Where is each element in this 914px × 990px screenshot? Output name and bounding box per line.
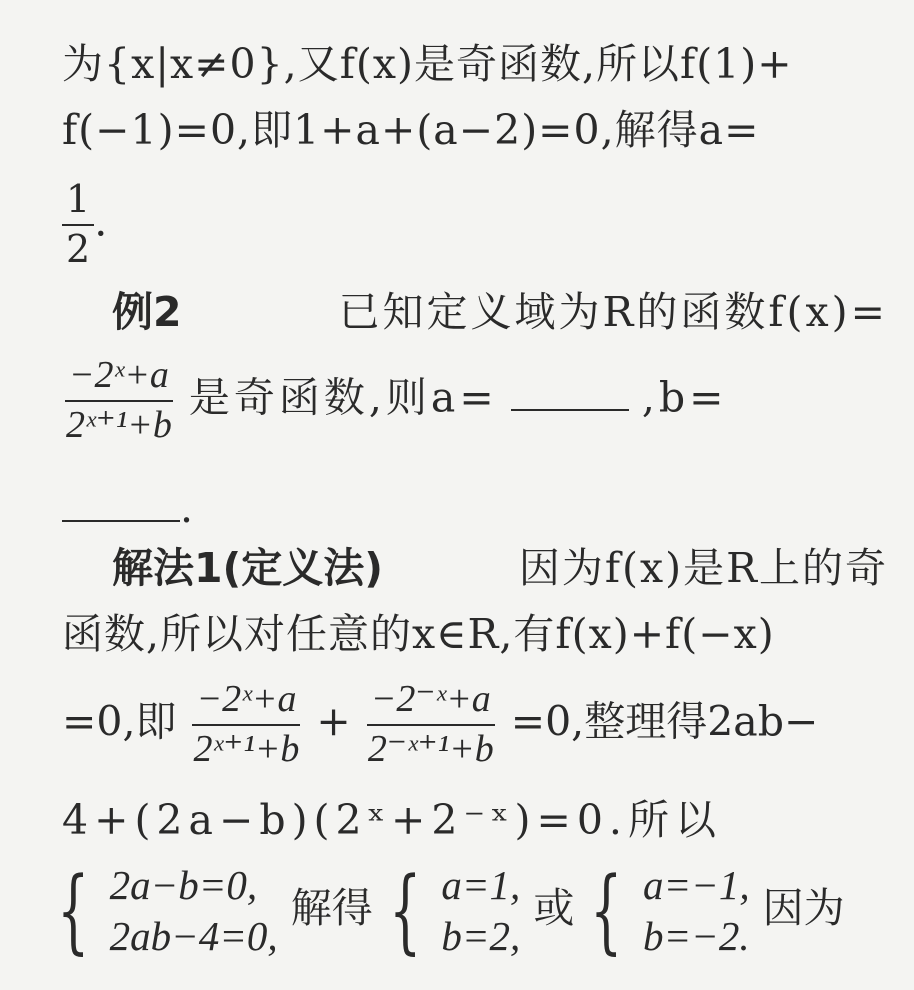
line-2-text: f(−1)=0,即1+a+(a−2)=0,解得a= — [62, 106, 760, 154]
text-line-3 — [62, 177, 888, 271]
example-2-heading — [112, 288, 888, 336]
example-statement: 已知定义域为R的函数f(x)= — [338, 288, 888, 336]
system-3-eq-b: b=−2. — [642, 913, 750, 960]
line-6-period: . — [180, 484, 194, 532]
line-1-text: 为{x|x≠0},又f(x)是奇函数,所以f(1)+ — [62, 40, 793, 88]
system-1 — [110, 860, 278, 963]
line-3-period: . — [94, 197, 108, 246]
equation-systems — [54, 857, 888, 965]
text-line-1 — [62, 40, 888, 88]
system-1-eq-b: 2ab−4=0, — [109, 913, 278, 960]
system-3 — [643, 860, 750, 963]
half-numerator: 1 — [62, 180, 94, 226]
example-ask-a: 是奇函数,则a= — [188, 373, 498, 422]
example-fraction-numerator: −2ˣ+a — [65, 356, 173, 402]
fraction-2 — [364, 680, 498, 770]
half-denominator: 2 — [66, 226, 91, 271]
left-brace-2: { — [388, 857, 422, 965]
text-line-9 — [62, 680, 888, 770]
system-2 — [441, 860, 520, 963]
text-line-8 — [62, 610, 888, 658]
answer-blank-a[interactable] — [511, 407, 629, 411]
example-ask-b: ,b= — [641, 373, 728, 422]
example-fraction — [62, 356, 176, 446]
system-2-eq-a: a=1, — [441, 862, 521, 908]
plus-sign: + — [316, 697, 351, 746]
text-line-2 — [62, 106, 888, 154]
line-9-end: =0,整理得2ab− — [510, 697, 819, 746]
fraction-2-numerator: −2⁻ˣ+a — [367, 680, 495, 726]
system-2-eq-b: b=2, — [441, 913, 521, 960]
solution-heading — [112, 544, 888, 592]
solve-word: 解得 — [290, 883, 373, 932]
or-word: 或 — [533, 883, 575, 932]
text-line-6 — [62, 484, 888, 532]
text-line-10 — [62, 796, 888, 844]
left-brace-1: { — [57, 857, 90, 965]
fraction-1 — [190, 680, 304, 770]
system-1-eq-a: 2a−b=0, — [109, 862, 258, 908]
half-fraction — [62, 177, 94, 271]
system-3-eq-a: a=−1, — [642, 862, 750, 908]
fraction-1-denominator: 2ˣ⁺¹+b — [193, 727, 300, 770]
left-brace-3: { — [590, 857, 623, 965]
line-9-start: =0,即 — [62, 697, 177, 746]
example-label: 例2 — [112, 288, 182, 336]
fraction-1-numerator: −2ˣ+a — [192, 680, 300, 726]
line-10-text: 4+(2a−b)(2ˣ+2⁻ˣ)=0.所以 — [62, 796, 722, 844]
line-8-text: 函数,所以对任意的x∈R,有f(x)+f(−x) — [62, 610, 775, 658]
fraction-2-denominator: 2⁻ˣ⁺¹+b — [367, 727, 494, 770]
text-line-5 — [62, 356, 888, 446]
example-fraction-denominator: 2ˣ⁺¹+b — [66, 403, 172, 446]
solution-label: 解法1(定义法) — [112, 544, 384, 592]
answer-blank-b[interactable] — [62, 518, 180, 522]
solution-text: 因为f(x)是R上的奇 — [518, 544, 888, 592]
because-word: 因为 — [762, 883, 845, 932]
